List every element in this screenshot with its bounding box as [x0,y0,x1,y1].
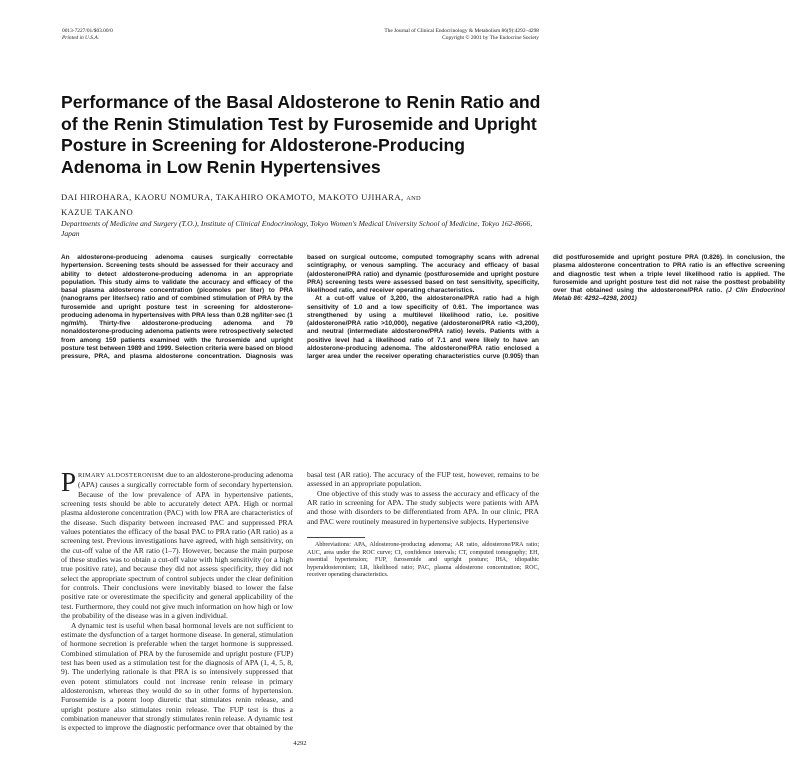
abstract-paragraph-1: An aldosterone-producing adenoma causes surgically correctable hypertension. Screening tests should be assessed for their accuracy and ability to detect aldosterone-producing adenoma in an appropriate population. This study aims to validate the accuracy and efficacy of the basal plasma aldosterone concentration (picomoles per liter) to PRA (nanograms per liter/sec) ratio and of combined stimulation of PRA by the furosemide and upright posture test in screening for aldosterone-producing adenoma in hypertensives with PRA less than 0.28 ng/liter·sec (1 ng/ml/h). Thirty-five aldosterone-producing adenoma and 79 nonaldosterone-producing adenoma patients were retrospectively selected from among 159 patients examined with the furosemide and upright posture test between 1989 and 1999. Selection criteria were based on blood pressure, PRA, and plasma aldosterone concentration. Diagnosis was based on surgical outcome, computed tomography scans with adrenal scintigraphy, or venous sampling. The accuracy and efficacy of basal (aldosterone/PRA ratio) and dynamic (postfurosemide and upright posture PRA) screening tests were assessed based on test sensitivity, specificity, likelihood ratio, and receiver operating characteristics. [61,254,539,360]
body-paragraph-2: A dynamic test is useful when basal hormonal levels are not sufficient to estimate the dysfunction of a target hormone disease. In general, stimulation of hormone secretion is preferable when the target hormone is suppressed. Combined stimulation of PRA by the furosemide and upright posture (FUP) test has been used as a stimulation test for the diagnosis of APA (1, 4, 5, 8, 9). The underlying rationale is that PRA is so intensively suppressed that even potent stimulators could not increase renin release in primary aldosteronism, whereas they would do so in other forms of hypertension. Furosemide is a potent loop diuretic that stimulates renin release, and upright posture also stimulates renin release. The FUP test is thus a combination maneuver that strongly stimulates renin release. A dynamic test is expected to improve the diagnostic performance over that obtained by the basal test (AR ratio). The accuracy of the FUP test, however, remains to be assessed in an appropriate population. [61,470,539,733]
body-paragraph-1 [61,467,293,621]
body-paragraph-1-text: due to an aldosterone-producing adenoma (APA) causes a surgically correctable form of secondary hypertension. Because of the low prevalence of APA in hypertensive patients, screening tests should be able to accurately detect APA. High or normal plasma aldosterone concentration (PAC) with low PRA are characteristics of the disease. Such disparity between increased PAC and suppressed PRA values potentiates the efficacy of the basal PAC to PRA ratio (AR ratio) as a screening test. Previous investigations have agreed, with high sensitivity, on the cut-off value of the AR ratio (1–7). However, because the main purpose of these studies was to obtain a cut-off value with high sensitivity (or a high true positive rate), and because they did not assess specificity, they did not select the appropriate spectrum of control subjects under the clear definition for controls. Their conclusions were inevitably biased to lower the false positive rate or overestimate the specificity and general applicability of the test. Furthermore, they could not give much information on how high or low the probability of the disease was in a given individual. [61,470,293,621]
running-header-left [62,28,113,42]
author-list [61,191,531,218]
issn-line: 0013-7227/01/$03.00/0 [62,28,113,34]
affiliation: Departments of Medicine and Surgery (T.O.), Institute of Clinical Endocrinology, Tokyo Women's Medical University School of Medicine, Tokyo 162-8666, Japan [61,219,533,239]
copyright-line: Copyright © 2001 by The Endocrine Society [442,35,539,41]
drop-cap: P [61,467,77,497]
body-paragraph-3: One objective of this study was to assess the accuracy and efficacy of the AR ratio in screening for APA. The study subjects were patients with APA and those with disorders to be differentiated from APA. In our clinic, PRA and PAC were routinely measured in hypertensive subjects. Hypertensive [307,488,539,526]
journal-line: The Journal of Clinical Endocrinology & Metabolism 86(9):4292–4298 [384,28,539,34]
printed-line: Printed in U.S.A. [62,35,99,41]
article-title: Performance of the Basal Aldosterone to Renin Ratio and of the Renin Stimulation Test by Furosemide and Upright Posture in Screening for Aldosterone-Producing Adenoma in Low Renin Hypertensives [61,92,541,177]
abbreviations-footnote: Abbreviations: APA, Aldosterone-producing adenoma; AR ratio, aldosterone/PRA ratio; AUC, area under the ROC curve; CI, confidence intervals; CT, computed tomography; EH, essential hypertension; FUP, furosemide and upright posture; IHA, idiopathic hyperaldosteronism; LR, likelihood ratio; PAC, plasma aldosterone concentration; ROC, receiver operating characteristics. [307,542,539,579]
lead-small-caps: RIMARY ALDOSTERONISM [78,472,165,479]
authors-and: AND [406,195,421,202]
abstract-paragraph-2-text: At a cut-off value of 3,200, the aldosterone/PRA ratio had a high sensitivity of 1.0 and a low specificity of 0.61. The importance was strengthened by using a multilevel likelihood ratio, i.e. positive (aldosterone/PRA ratio >10,000), negative (aldosterone/PRA ratio <3,200), and neutral (intermediate aldosterone/PRA ratio) levels. Patients with a positive level had a likelihood ratio of 7.1 and were likely to have an aldosterone-producing adenoma. The aldosterone/PRA ratio enclosed a larger area under the receiver operating characteristics curve (0.905) than did postfurosemide and upright posture PRA (0.826). In conclusion, the plasma aldosterone concentration to PRA ratio is an effective screening and diagnostic test when a triple level likelihood ratio is applied. The furosemide and upright posture test did not raise the posttest probability over that obtained using the aldosterone/PRA ratio. [307,254,785,360]
authors-line-1: DAI HIROHARA, KAORU NOMURA, TAKAHIRO OKAMOTO, MAKOTO UJIHARA, [61,192,404,202]
article-body [61,467,539,746]
running-header-right [384,28,539,42]
page-number: 4292 [293,740,307,747]
authors-line-2: KAZUE TAKANO [61,206,134,217]
footnote-divider [307,537,365,538]
abstract [61,254,785,364]
abstract-citation: (J Clin Endocrinol Metab 86: 4292–4298, 2001) [553,287,785,303]
